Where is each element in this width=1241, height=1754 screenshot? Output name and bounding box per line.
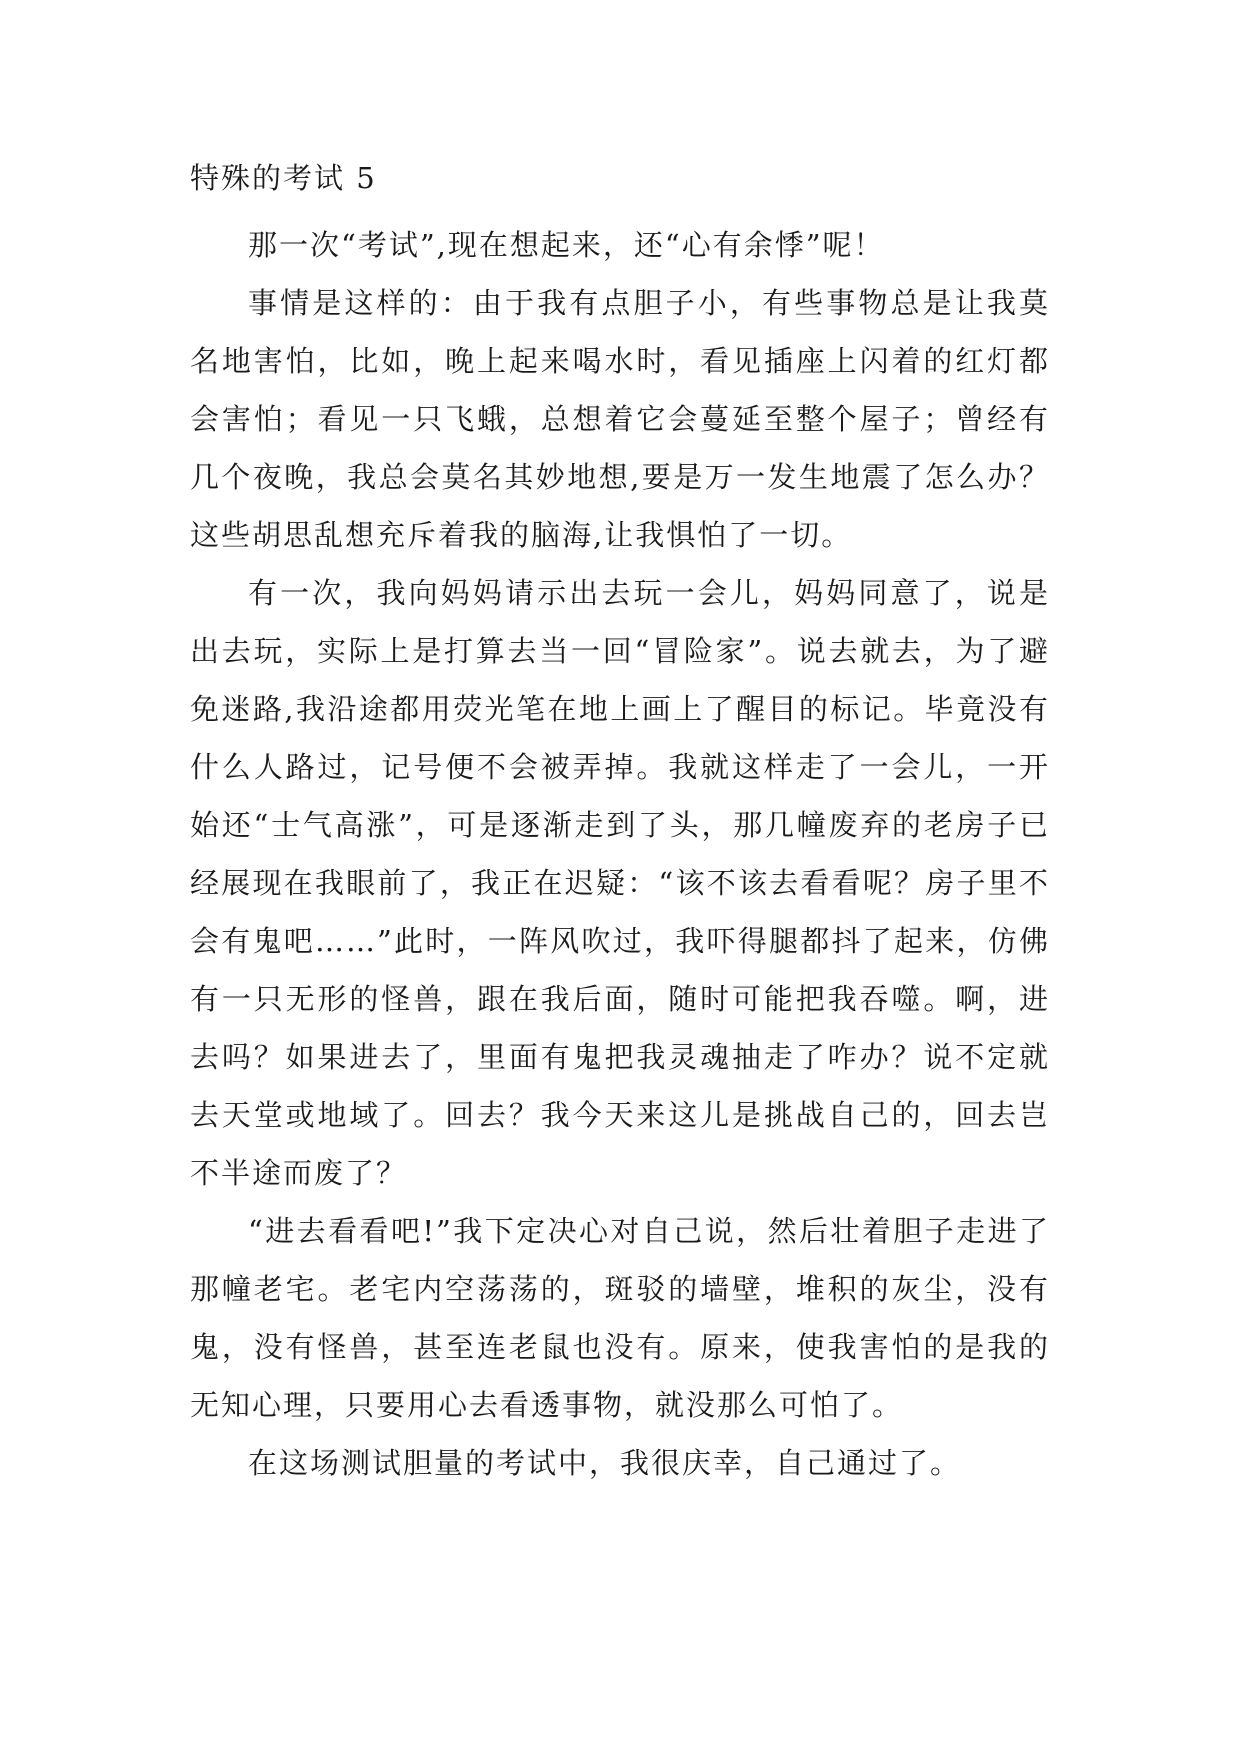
paragraph-2: 事情是这样的：由于我有点胆子小，有些事物总是让我莫名地害怕，比如，晚上起来喝水时，看见插座上闪着的红灯都会害怕；看见一只飞蛾，总想着它会蔓延至整个屋子；曾经有几个夜晚，我总会莫名其妙地想,要是万一发生地震了怎么办？这些胡思乱想充斥着我的脑海,让我惧怕了一切。 (190, 286, 1050, 552)
paragraph-1: 那一次“考试”,现在想起来，还“心有余悸”呢！ (248, 228, 885, 262)
document-body (190, 148, 1050, 1492)
paragraph-5: 在这场测试胆量的考试中，我很庆幸，自己通过了。 (248, 1446, 962, 1480)
paragraph-3: 有一次，我向妈妈请示出去玩一会儿，妈妈同意了，说是出去玩，实际上是打算去当一回“冒险家”。说去就去，为了避免迷路,我沿途都用荧光笔在地上画上了醒目的标记。毕竟没有什么人路过，记号便不会被弄掉。我就这样走了一会儿，一开始还“士气高涨”，可是逐渐走到了头，那几幢废弃的老房子已经展现在我眼前了，我正在迟疑：“该不该去看看呢？房子里不会有鬼吧……”此时，一阵风吹过，我吓得腿都抖了起来，仿佛有一只无形的怪兽，跟在我后面，随时可能把我吞噬。啊，进去吗？如果进去了，里面有鬼把我灵魂抽走了咋办？说不定就去天堂或地域了。回去？我今天来这儿是挑战自己的，回去岂不半途而废了？ (190, 576, 1050, 1190)
document-title: 特殊的考试 5 (190, 161, 377, 195)
paragraph-4: “进去看看吧!”我下定决心对自己说，然后壮着胆子走进了那幢老宅。老宅内空荡荡的，斑驳的墙壁，堆积的灰尘，没有鬼，没有怪兽，甚至连老鼠也没有。原来，使我害怕的是我的无知心理，只要用心去看透事物，就没那么可怕了。 (190, 1214, 1050, 1422)
